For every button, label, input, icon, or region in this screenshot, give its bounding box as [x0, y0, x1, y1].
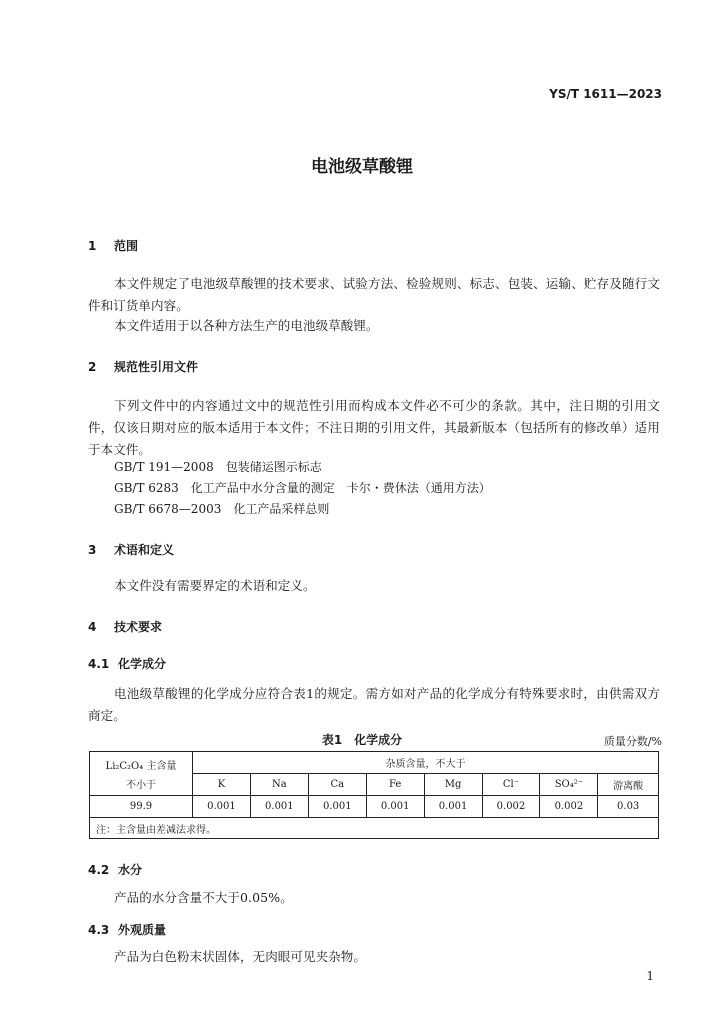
column-header: Ca	[308, 774, 366, 796]
column-header: K	[193, 774, 251, 796]
table-cell: 0.001	[366, 796, 424, 818]
section-title: 技术要求	[114, 620, 163, 634]
section-3-paragraph-1: 本文件没有需要界定的术语和定义。	[114, 578, 316, 593]
standard-number: YS/T 1611—2023	[549, 87, 662, 101]
table-cell: 0.001	[424, 796, 482, 818]
section-4-2-paragraph: 产品的水分含量不大于0.05%。	[114, 890, 293, 905]
section-1-heading	[88, 237, 138, 254]
table-row	[90, 796, 659, 818]
section-number: 2	[88, 360, 97, 374]
table-cell: 99.9	[90, 796, 193, 818]
section-number: 4.1	[88, 657, 110, 671]
main-content-header-line-2: 不小于	[126, 779, 156, 791]
column-header: Na	[250, 774, 308, 796]
reference-item: GB/T 6283 化工产品中水分含量的测定 卡尔・费休法（通用方法）	[114, 481, 491, 495]
column-header: Cl⁻	[482, 774, 540, 796]
table-cell: 0.03	[598, 796, 659, 818]
section-number: 3	[88, 543, 97, 557]
table-note: 注：主含量由差减法求得。	[90, 818, 659, 839]
section-number: 4.3	[88, 923, 110, 937]
section-title: 外观质量	[118, 923, 167, 937]
table-caption: 表1 化学成分	[321, 733, 403, 747]
column-header: SO₄²⁻	[540, 774, 598, 796]
section-1-paragraph-1: 本文件规定了电池级草酸锂的技术要求、试验方法、检验规则、标志、包装、运输、贮存及随行文件和订货单内容。	[88, 276, 660, 313]
chemical-composition-table	[89, 751, 659, 839]
table-cell: 0.001	[308, 796, 366, 818]
column-header: Mg	[424, 774, 482, 796]
section-number: 1	[88, 239, 97, 253]
section-4-3-paragraph: 产品为白色粉末状固体，无肉眼可见夹杂物。	[114, 949, 367, 964]
section-3-heading	[88, 541, 174, 558]
section-title: 范围	[114, 239, 139, 253]
section-1-paragraph-2: 本文件适用于以各种方法生产的电池级草酸锂。	[114, 318, 379, 333]
section-4-1-paragraph: 电池级草酸锂的化学成分应符合表1的规定。需方如对产品的化学成分有特殊要求时，由供需双方商定。	[88, 686, 660, 723]
table-header-row	[90, 752, 659, 774]
section-2-heading	[88, 358, 198, 375]
section-2-paragraph-1: 下列文件中的内容通过文中的规范性引用而构成本文件必不可少的条款。其中，注日期的引用文件，仅该日期对应的版本适用于本文件；不注日期的引用文件，其最新版本（包括所有的修改单）适用于本文件。	[88, 398, 660, 457]
table-note-row	[90, 818, 659, 839]
impurity-header: 杂质含量，不大于	[193, 752, 659, 774]
table-unit: 质量分数/%	[603, 735, 662, 748]
section-4-heading	[88, 618, 162, 635]
table-cell: 0.001	[193, 796, 251, 818]
section-number: 4.2	[88, 863, 110, 877]
table-cell: 0.002	[482, 796, 540, 818]
page-number: 1	[646, 969, 654, 983]
section-title: 水分	[118, 863, 143, 877]
section-4-3-heading	[88, 921, 166, 938]
column-header: Fe	[366, 774, 424, 796]
section-4-1-heading	[88, 655, 166, 672]
document-title: 电池级草酸锂	[311, 157, 413, 177]
table-cell: 0.001	[250, 796, 308, 818]
reference-item: GB/T 191—2008 包装储运图示标志	[114, 460, 322, 474]
reference-item: GB/T 6678—2003 化工产品采样总则	[114, 502, 330, 516]
section-number: 4	[88, 620, 97, 634]
table-cell: 0.002	[540, 796, 598, 818]
section-title: 术语和定义	[114, 543, 175, 557]
section-title: 化学成分	[118, 657, 167, 671]
column-header: 游离酸	[598, 774, 659, 796]
main-content-header-line-1: Li₂C₂O₄ 主含量	[105, 760, 177, 772]
main-content-header	[90, 752, 193, 796]
section-4-2-heading	[88, 861, 142, 878]
section-title: 规范性引用文件	[114, 360, 199, 374]
